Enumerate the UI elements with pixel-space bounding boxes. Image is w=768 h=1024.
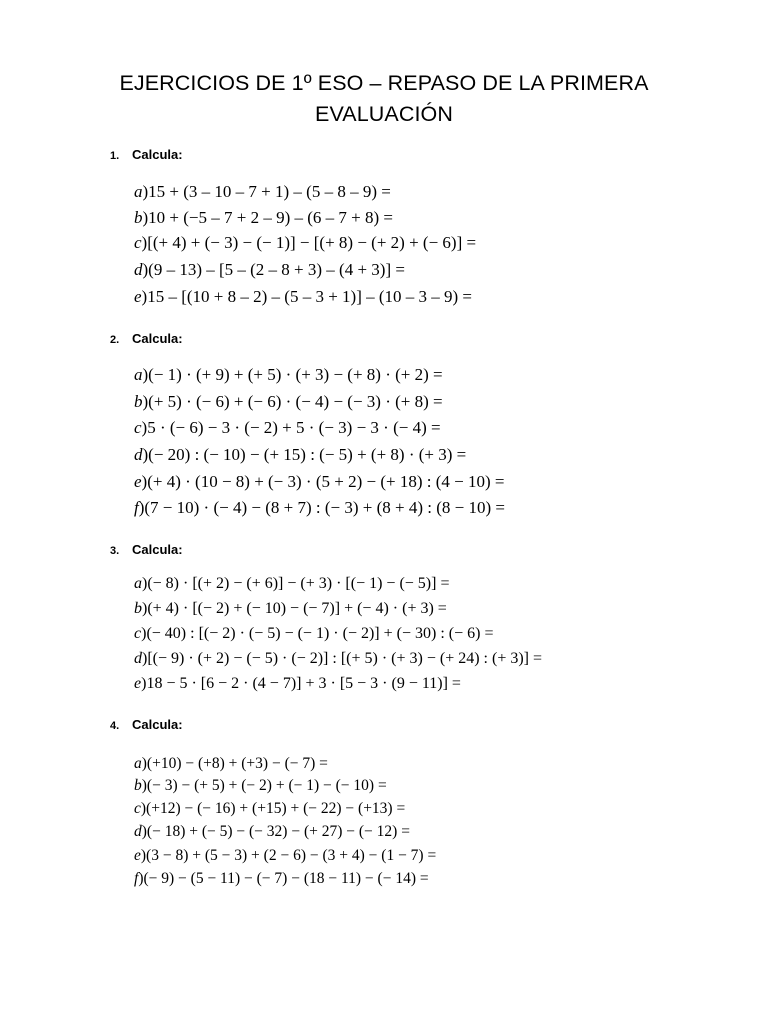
item-label: f bbox=[134, 870, 139, 887]
item-label: d bbox=[134, 823, 142, 840]
section-heading bbox=[110, 542, 183, 557]
item-expression: )(− 3) − (+ 5) + (− 2) + (− 1) − (− 10) = bbox=[141, 777, 387, 794]
exercise-item bbox=[134, 800, 405, 818]
item-label: a bbox=[134, 365, 143, 384]
page-title bbox=[60, 68, 708, 130]
item-label: a bbox=[134, 755, 142, 772]
exercise-item bbox=[134, 575, 449, 593]
item-label: e bbox=[134, 675, 142, 692]
item-expression: )(+ 4) · [(− 2) + (− 10) − (− 7)] + (− 4) · (+ 3) = bbox=[142, 600, 447, 617]
item-label: b bbox=[134, 600, 142, 617]
item-expression: )(− 9) − (5 − 11) − (− 7) − (18 − 11) − (− 14) = bbox=[138, 870, 429, 887]
exercise-item bbox=[134, 392, 443, 412]
item-expression: )(+ 5) · (− 6) + (− 6) · (− 4) − (− 3) · (+ 8) = bbox=[142, 392, 443, 411]
section-heading bbox=[110, 147, 183, 162]
exercise-item bbox=[134, 625, 493, 643]
item-expression: )[(− 9) · (+ 2) − (− 5) · (− 2)] : [(+ 5) · (+ 3) − (+ 24) : (+ 3)] = bbox=[142, 650, 543, 667]
item-expression: )(− 40) : [(− 2) · (− 5) − (− 1) · (− 2)] + (− 30) : (− 6) = bbox=[141, 625, 494, 642]
exercise-item bbox=[134, 260, 405, 280]
item-expression: )5 · (− 6) − 3 · (− 2) + 5 · (− 3) − 3 · (− 4) = bbox=[141, 418, 441, 437]
item-label: d bbox=[134, 650, 142, 667]
item-label: d bbox=[134, 260, 143, 279]
item-expression: )(9 – 13) – [5 – (2 – 8 + 3) – (4 + 3)] = bbox=[142, 260, 405, 279]
item-expression: )15 – [(10 + 8 – 2) – (5 – 3 + 1)] – (10 – 3 – 9) = bbox=[141, 287, 473, 306]
exercise-item bbox=[134, 755, 328, 773]
item-label: c bbox=[134, 233, 142, 252]
item-expression: )[(+ 4) + (− 3) − (− 1)] − [(+ 8) − (+ 2) + (− 6)] = bbox=[141, 233, 477, 252]
exercise-item bbox=[134, 498, 505, 518]
item-expression: )(− 1) · (+ 9) + (+ 5) · (+ 3) − (+ 8) · (+ 2) = bbox=[142, 365, 443, 384]
title-line-2: EVALUACIÓN bbox=[315, 102, 453, 126]
exercise-item bbox=[134, 650, 542, 668]
item-expression: )10 + (−5 – 7 + 2 – 9) – (6 – 7 + 8) = bbox=[142, 208, 393, 227]
section-title: Calcula: bbox=[132, 717, 183, 732]
exercise-item bbox=[134, 233, 476, 253]
item-label: d bbox=[134, 445, 143, 464]
item-expression: )18 − 5 · [6 − 2 · (4 − 7)] + 3 · [5 − 3 · (9 − 11)] = bbox=[141, 675, 461, 692]
exercise-item bbox=[134, 208, 393, 228]
item-expression: )(7 − 10) · (− 4) − (8 + 7) : (− 3) + (8 + 4) : (8 − 10) = bbox=[138, 498, 505, 517]
exercise-item bbox=[134, 365, 443, 385]
exercise-item bbox=[134, 777, 387, 795]
section-number: 1. bbox=[110, 150, 120, 162]
exercise-item bbox=[134, 675, 461, 693]
section-title: Calcula: bbox=[132, 147, 183, 162]
exercise-item bbox=[134, 823, 410, 841]
item-expression: )15 + (3 – 10 – 7 + 1) – (5 – 8 – 9) = bbox=[142, 182, 391, 201]
section-number: 3. bbox=[110, 545, 120, 557]
title-line-1: EJERCICIOS DE 1º ESO – REPASO DE LA PRIMERA bbox=[119, 71, 649, 95]
item-label: c bbox=[134, 418, 142, 437]
item-expression: )(− 18) + (− 5) − (− 32) − (+ 27) − (− 12) = bbox=[141, 823, 410, 840]
item-expression: )(+ 4) · (10 − 8) + (− 3) · (5 + 2) − (+ 18) : (4 − 10) = bbox=[141, 472, 505, 491]
section-number: 2. bbox=[110, 334, 120, 346]
item-label: e bbox=[134, 472, 142, 491]
exercise-item bbox=[134, 847, 436, 865]
exercise-item bbox=[134, 870, 429, 888]
item-expression: )(+12) − (− 16) + (+15) + (− 22) − (+13) = bbox=[140, 800, 406, 817]
exercise-item bbox=[134, 182, 391, 202]
item-label: a bbox=[134, 182, 143, 201]
item-label: c bbox=[134, 800, 141, 817]
section-heading bbox=[110, 331, 183, 346]
item-label: e bbox=[134, 287, 142, 306]
item-expression: )(3 − 8) + (5 − 3) + (2 − 6) − (3 + 4) − (1 − 7) = bbox=[140, 847, 437, 864]
section-title: Calcula: bbox=[132, 542, 183, 557]
exercise-item bbox=[134, 287, 472, 307]
exercise-item bbox=[134, 600, 447, 618]
item-label: e bbox=[134, 847, 141, 864]
exercise-item bbox=[134, 418, 441, 438]
item-label: b bbox=[134, 777, 142, 794]
item-label: f bbox=[134, 498, 139, 517]
exercise-item bbox=[134, 472, 504, 492]
section-heading bbox=[110, 717, 183, 732]
item-label: b bbox=[134, 392, 143, 411]
item-expression: )(− 20) : (− 10) − (+ 15) : (− 5) + (+ 8) · (+ 3) = bbox=[142, 445, 467, 464]
item-label: b bbox=[134, 208, 143, 227]
section-title: Calcula: bbox=[132, 331, 183, 346]
item-label: c bbox=[134, 625, 142, 642]
section-number: 4. bbox=[110, 720, 120, 732]
item-expression: )(+10) − (+8) + (+3) − (− 7) = bbox=[141, 755, 328, 772]
item-expression: )(− 8) · [(+ 2) − (+ 6)] − (+ 3) · [(− 1) − (− 5)] = bbox=[142, 575, 450, 592]
exercise-item bbox=[134, 445, 466, 465]
item-label: a bbox=[134, 575, 142, 592]
